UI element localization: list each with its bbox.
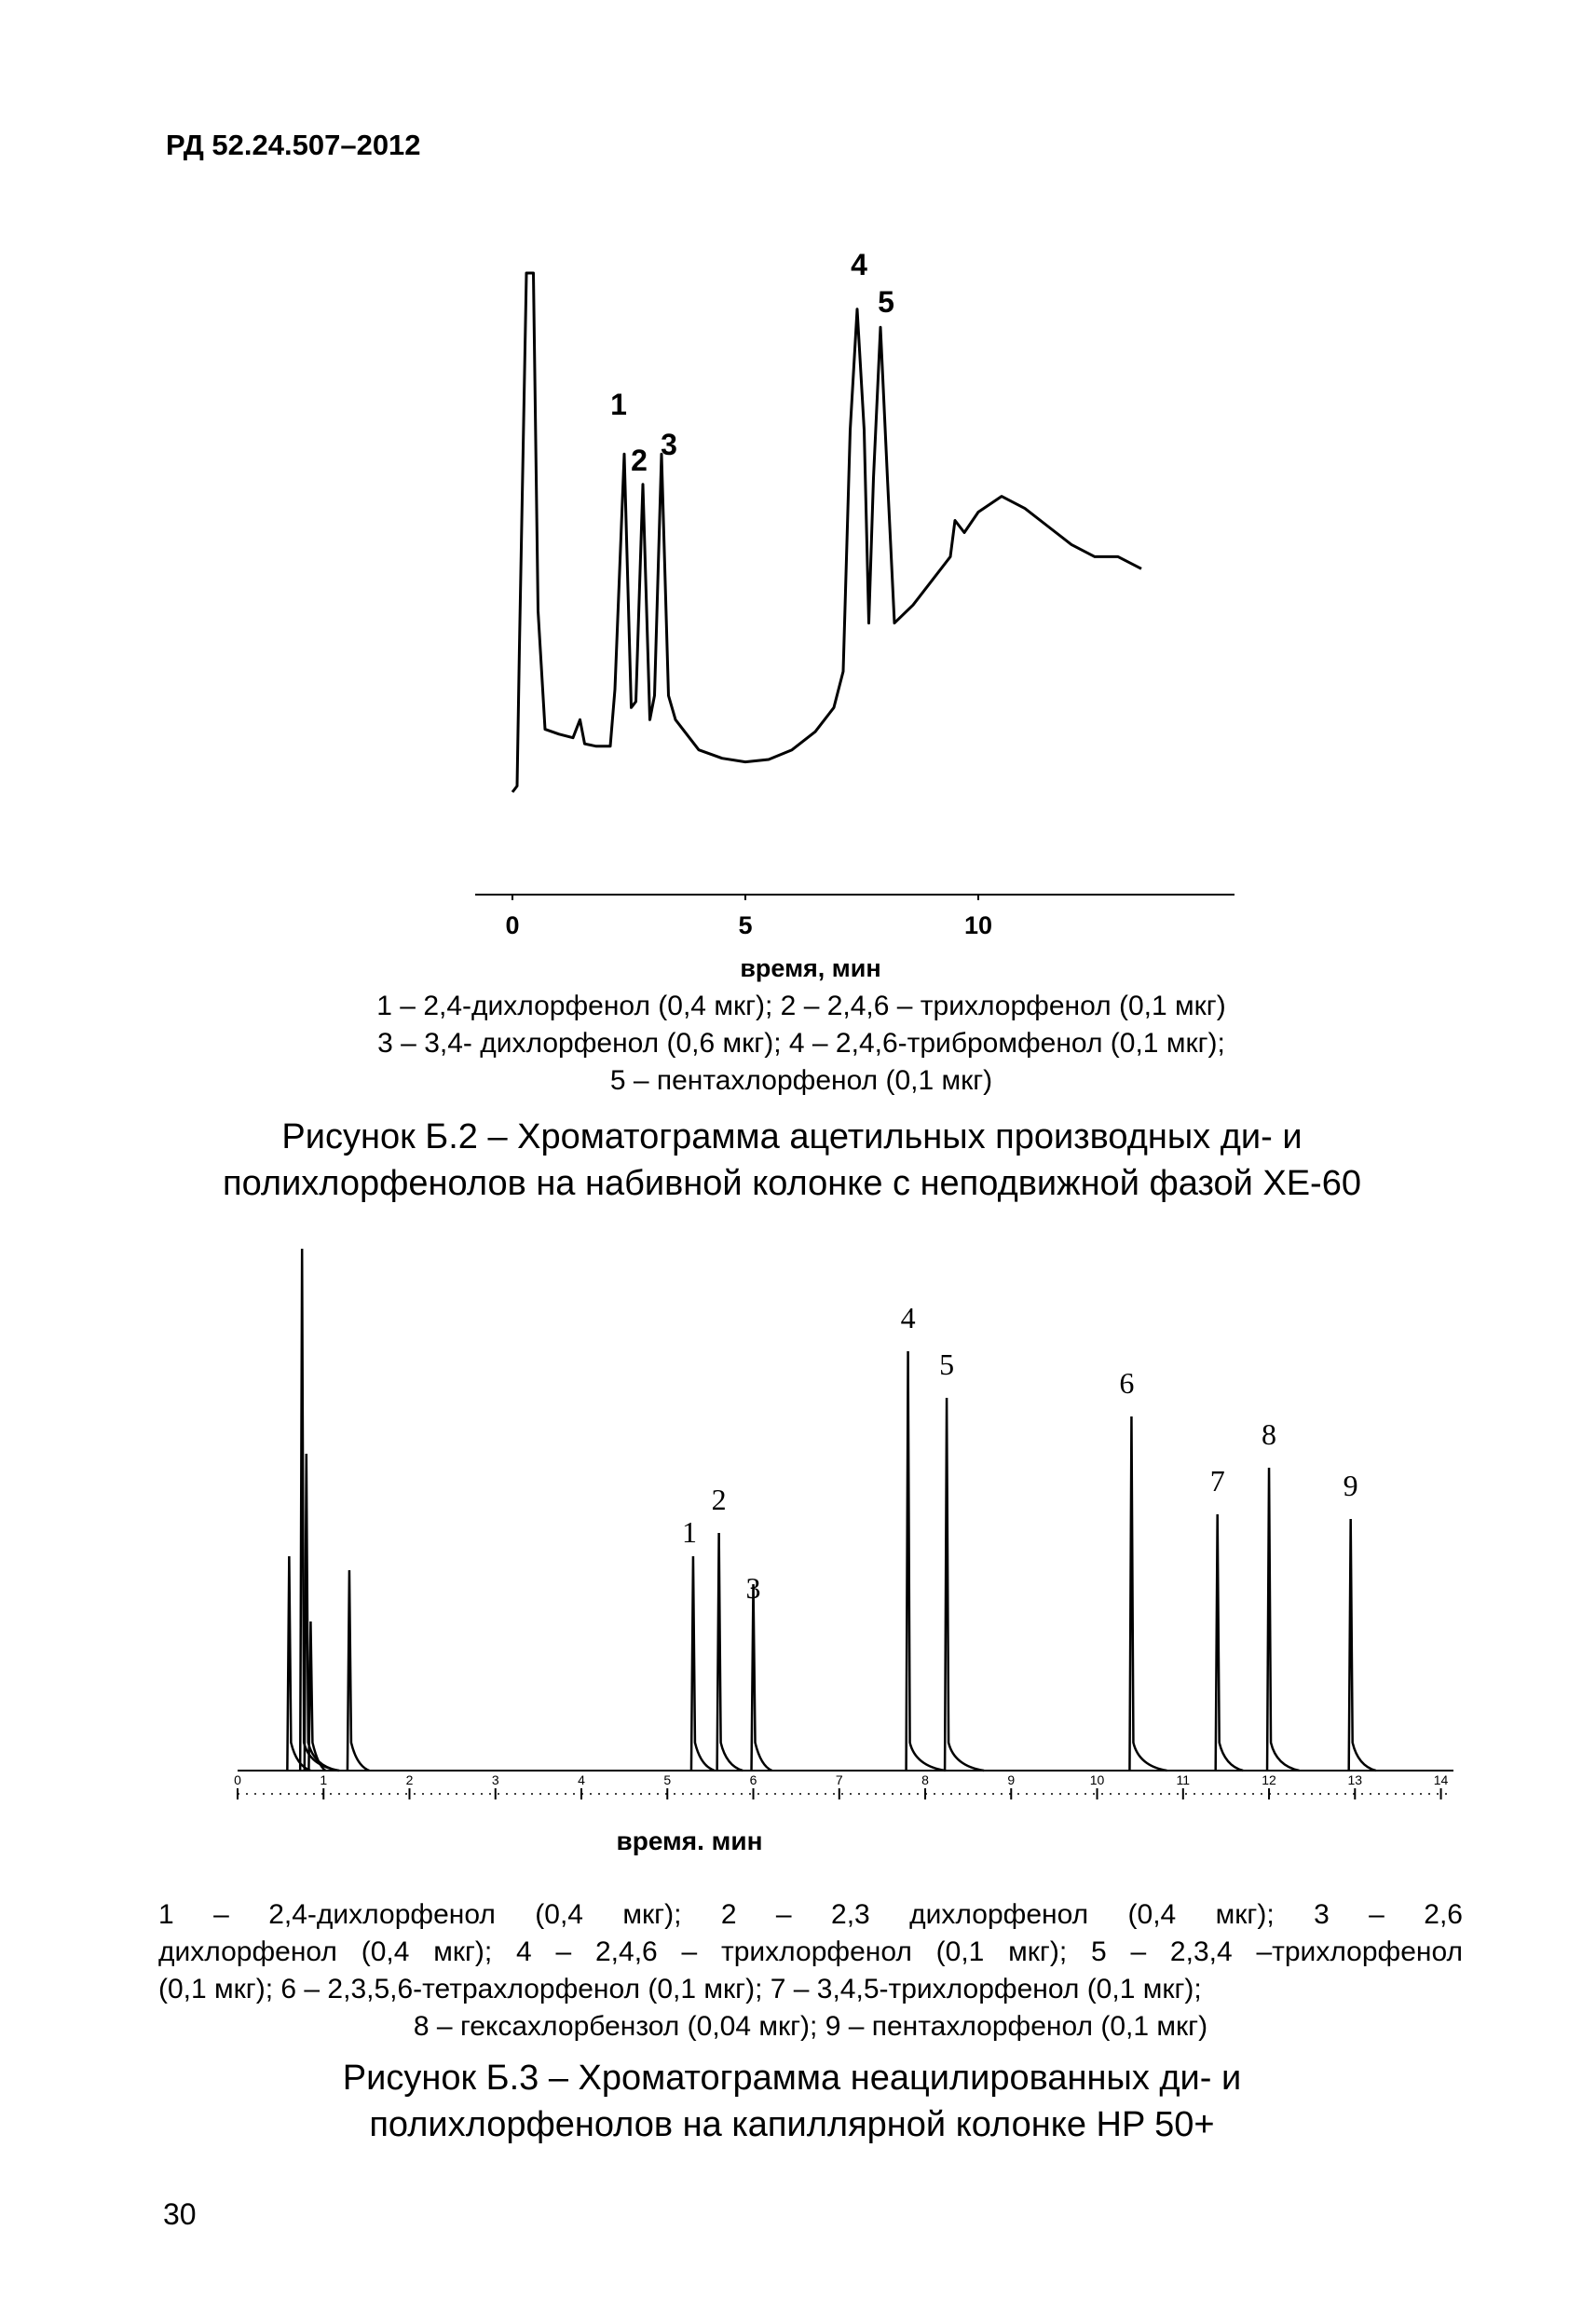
b2-peak-label-5: 5 [878, 285, 894, 319]
chromatogram-b2 [457, 233, 1258, 988]
b3-peak-4 [907, 1351, 946, 1771]
b3-peak-label-8: 8 [1262, 1417, 1277, 1451]
page-number: 30 [163, 2197, 197, 2231]
b3-x-tick-label: 2 [405, 1772, 414, 1787]
b2-x-axis-label: время, мин [740, 954, 881, 982]
b3-x-tick-label: 8 [921, 1772, 929, 1787]
b3-x-tick-label: 5 [663, 1772, 672, 1787]
b3-peak-6 [1129, 1416, 1166, 1771]
b3-x-tick-label: 11 [1176, 1772, 1191, 1787]
b3-x-tick-label: 3 [491, 1772, 499, 1787]
b2-x-tick-label: 10 [963, 911, 993, 939]
b3-x-tick-label: 0 [234, 1772, 241, 1787]
b3-x-tick-label: 14 [1433, 1772, 1449, 1787]
b3-peak-label-5: 5 [939, 1348, 955, 1381]
b3-x-tick-label: 4 [578, 1772, 585, 1787]
legend-line: 3 – 3,4- дихлорфенол (0,6 мкг); 4 – 2,4,6-трибромфенол (0,1 мкг); [377, 1028, 1225, 1059]
document-code-header: РД 52.24.507–2012 [166, 129, 421, 161]
caption-line: Рисунок Б.3 – Хроматограмма неацилированных ди- и [342, 2059, 1242, 2098]
b3-peak-label-2: 2 [711, 1483, 727, 1516]
b3-x-tick-label: 13 [1347, 1772, 1363, 1787]
figure-b2-legend [242, 988, 1360, 1100]
legend-line: дихлорфенол (0,4 мкг); 4 – 2,4,6 – трихлорфенол (0,1 мкг); 5 – 2,3,4 –трихлорфенол [158, 1936, 1463, 1967]
b2-peak-label-4: 4 [851, 248, 867, 281]
b3-peak-5 [945, 1398, 984, 1771]
b3-peak-label-1: 1 [681, 1515, 697, 1549]
b3-x-tick-label: 12 [1262, 1772, 1276, 1787]
b3-trace-layer [238, 1249, 1453, 1771]
b3-peak-label-4: 4 [900, 1301, 916, 1334]
b2-trace-layer [512, 273, 1141, 792]
legend-line: 5 – пентахлорфенол (0,1 мкг) [609, 1065, 993, 1096]
caption-line: полихлорфенолов на набивной колонке с неподвижной фазой ХЕ-60 [223, 1164, 1361, 1203]
b3-x-tick-label: 1 [320, 1772, 328, 1787]
b3-peak-9 [1349, 1519, 1376, 1771]
b2-peak-label-1: 1 [610, 388, 627, 421]
b2-peak-label-3: 3 [661, 428, 677, 461]
b3-axis-layer [234, 1772, 1453, 1799]
b2-x-tick-label: 5 [738, 911, 753, 939]
b3-peak-8 [1267, 1468, 1300, 1771]
b3-peak-1 [691, 1556, 715, 1771]
b3-peak-solvent-4 [348, 1570, 370, 1771]
legend-line: (0,1 мкг); 6 – 2,3,5,6-тетрахлорфенол (0,1 мкг); 7 – 3,4,5-трихлорфенол (0,1 мкг); [158, 1974, 1202, 2004]
figure-b3-caption [233, 2055, 1351, 2148]
b3-x-tick-label: 9 [1007, 1772, 1016, 1787]
b3-peak-label-6: 6 [1119, 1366, 1135, 1400]
figure-b3-legend [158, 1896, 1463, 2045]
b2-axis-layer [475, 895, 1235, 939]
caption-line: Рисунок Б.2 – Хроматограмма ацетильных производных ди- и [281, 1117, 1303, 1156]
b3-peak-label-7: 7 [1209, 1464, 1225, 1498]
b3-x-tick-label: 6 [749, 1772, 757, 1787]
b3-peak-7 [1216, 1514, 1244, 1771]
b3-peak-label-9: 9 [1343, 1469, 1358, 1502]
legend-line: 1 – 2,4-дихлорфенол (0,4 мкг); 2 – 2,4,6 – трихлорфенол (0,1 мкг) [376, 991, 1226, 1021]
b3-peak-label-3: 3 [745, 1571, 761, 1605]
b2-peak-label-2: 2 [631, 444, 648, 477]
b3-x-axis-label: время. мин [616, 1826, 763, 1855]
chromatogram-b3 [224, 1221, 1472, 1864]
b3-peak-labels [682, 1301, 1358, 1605]
legend-line: 1 – 2,4-дихлорфенол (0,4 мкг); 2 – 2,3 дихлорфенол (0,4 мкг); 3 – 2,6 [158, 1899, 1463, 1930]
b3-x-tick-label: 7 [835, 1772, 843, 1787]
b3-peak-3 [752, 1584, 772, 1771]
legend-line: 8 – гексахлорбензол (0,04 мкг); 9 – пентахлорфенол (0,1 мкг) [413, 2011, 1208, 2042]
b2-x-tick-label: 0 [505, 911, 520, 939]
b2-signal-line [512, 273, 1141, 792]
figure-b2-caption [140, 1114, 1444, 1207]
b2-peak-labels [610, 248, 894, 477]
b3-peak-solvent-3 [308, 1621, 325, 1771]
caption-line: полихлорфенолов на капиллярной колонке HP 50+ [369, 2105, 1215, 2144]
b3-peak-2 [717, 1533, 743, 1771]
b3-x-tick-label: 10 [1089, 1772, 1105, 1787]
